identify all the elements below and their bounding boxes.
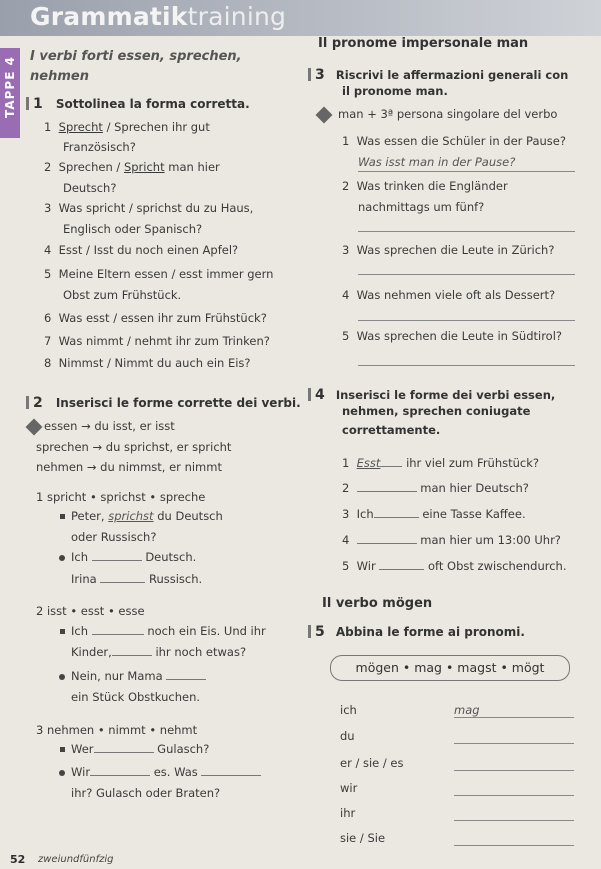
mogen-answer-ich: mag <box>454 703 480 717</box>
ex-marker-icon <box>308 388 311 401</box>
blank[interactable] <box>92 550 142 561</box>
answer-line[interactable] <box>358 320 575 321</box>
ex1-item-1: 1 Sprecht / Sprechen ihr gut <box>44 120 210 134</box>
answer-line[interactable] <box>454 717 574 718</box>
ex-marker-icon <box>308 625 311 638</box>
ex2-g2-b-line2: ein Stück Obstkuchen. <box>71 690 201 704</box>
bullet-square-icon <box>60 629 65 634</box>
ex1-header: 1 Sottolinea la forma corretta. <box>26 93 250 112</box>
ex3-item-1-answer: Was isst man in der Pause? <box>358 155 516 169</box>
answer-line[interactable] <box>454 770 574 771</box>
blank[interactable] <box>92 624 144 635</box>
pronoun-ihr: ihr <box>340 806 356 820</box>
ex-marker-icon <box>308 68 311 81</box>
ex2-g1-a-line2: oder Russisch? <box>71 530 157 544</box>
ex4-instruction-line3: correttamente. <box>342 423 441 437</box>
answer-line[interactable] <box>358 274 575 275</box>
blank[interactable] <box>379 559 424 570</box>
ex-marker-icon <box>26 396 29 409</box>
ex1-item-2: 2 Sprechen / Spricht man hier <box>44 160 220 174</box>
left-section-title-line2: nehmen <box>30 69 89 84</box>
ex3-item-2: 2 Was trinken die Engländer <box>342 179 508 193</box>
blank[interactable] <box>201 765 261 776</box>
ex2-header: 2 Inserisci le forme corrette dei verbi. <box>26 392 301 411</box>
ex3-item-3: 3 Was sprechen die Leute in Zürich? <box>342 243 555 257</box>
ex1-item-6: 6 Was esst / essen ihr zum Frühstück? <box>44 311 267 325</box>
bullet-square-icon <box>60 747 65 752</box>
ex3-header: 3 Riscrivi le affermazioni generali con <box>308 64 568 83</box>
blank[interactable] <box>100 572 145 583</box>
ex3-item-1: 1 Was essen die Schüler in der Pause? <box>342 134 566 148</box>
pronoun-wir: wir <box>340 781 358 795</box>
rule-diamond-icon <box>316 107 333 124</box>
ex3-instruction-line2: il pronome man. <box>342 84 448 98</box>
verb-forms-box: mögen • mag • magst • mögt <box>330 655 570 681</box>
ex4-item-2: 2 man hier Deutsch? <box>342 481 529 495</box>
ex1-item-3-line2: Englisch oder Spanisch? <box>63 222 203 236</box>
ex1-item-8: 8 Nimmst / Nimmt du auch ein Eis? <box>44 356 251 370</box>
left-section-title-line1: I verbi forti essen, sprechen, <box>30 49 242 64</box>
ex3-item-5: 5 Was sprechen die Leute in Südtirol? <box>342 329 563 343</box>
bullet-dot-icon <box>59 555 65 561</box>
ex3-item-4: 4 Was nehmen viele oft als Dessert? <box>342 288 556 302</box>
ex4-header: 4 Inserisci le forme dei verbi essen, <box>308 384 555 403</box>
ex2-g1-b: Ich Deutsch. <box>71 550 197 564</box>
page-number: 52 <box>10 853 26 866</box>
ex4-instruction-line2: nehmen, sprechen coniugate <box>342 404 531 418</box>
ex2-g1-a: Peter, sprichst du Deutsch <box>71 509 223 523</box>
bullet-dot-icon <box>59 770 65 776</box>
page-number-word: zweiundfünfzig <box>38 854 114 865</box>
pronoun-du: du <box>340 729 355 743</box>
ex2-g1-c: Irina Russisch. <box>71 572 203 586</box>
blank[interactable] <box>94 742 154 753</box>
ex2-group2-head: 2 isst • esst • esse <box>36 604 145 618</box>
ex2-g3-b-line2: ihr? Gulasch oder Braten? <box>71 786 221 800</box>
blank[interactable] <box>380 456 402 467</box>
ex1-item-1-line2: Französisch? <box>63 140 136 154</box>
bullet-square-icon <box>60 514 65 519</box>
ex3-item-2-line2: nachmittags um fünf? <box>358 200 485 214</box>
blank[interactable] <box>166 669 206 680</box>
ex1-item-4: 4 Esst / Isst du noch einen Apfel? <box>44 243 239 257</box>
ex2-rule-sprechen: sprechen → du sprichst, er spricht <box>36 440 232 454</box>
pronoun-ich: ich <box>340 703 357 717</box>
blank[interactable] <box>112 645 152 656</box>
side-tab-label: TAPPE 4 <box>3 56 17 118</box>
mogen-title: Il verbo mögen <box>322 596 433 611</box>
answer-line[interactable] <box>454 795 574 796</box>
ex2-g2-a: Ich noch ein Eis. Und ihr <box>71 624 266 638</box>
blank[interactable] <box>357 481 417 492</box>
ex2-rule-essen: essen → du isst, er isst <box>44 419 175 433</box>
pronoun-sie-Sie: sie / Sie <box>340 831 386 845</box>
ex1-item-3: 3 Was spricht / sprichst du zu Haus, <box>44 201 254 215</box>
ex2-g2-a2: Kinder, ihr noch etwas? <box>71 645 247 659</box>
ex5-header: 5 Abbina le forme ai pronomi. <box>308 621 525 640</box>
answer-line[interactable] <box>358 231 575 232</box>
ex2-group3-head: 3 nehmen • nimmt • nehmt <box>36 723 198 737</box>
ex-marker-icon <box>26 97 29 110</box>
page-title: Grammatiktraining <box>30 2 287 31</box>
ex1-item-5: 5 Meine Eltern essen / esst immer gern <box>44 267 274 281</box>
right-section-title: Il pronome impersonale man <box>318 36 529 51</box>
ex4-item-1: 1 Esst ihr viel zum Frühstück? <box>342 456 539 470</box>
rule-diamond-icon <box>26 419 43 436</box>
bullet-dot-icon <box>59 674 65 680</box>
answer-line[interactable] <box>454 743 574 744</box>
pronoun-er-sie-es: er / sie / es <box>340 756 404 770</box>
blank[interactable] <box>357 533 417 544</box>
ex2-g2-b: Nein, nur Mama <box>71 669 206 683</box>
ex2-rule-nehmen: nehmen → du nimmst, er nimmt <box>36 460 222 474</box>
ex1-item-7: 7 Was nimmt / nehmt ihr zum Trinken? <box>44 334 270 348</box>
ex1-item-5-line2: Obst zum Frühstück. <box>63 288 182 302</box>
answer-line[interactable] <box>358 171 575 172</box>
ex4-item-3: 3 Ich eine Tasse Kaffee. <box>342 507 526 521</box>
ex2-g3-a: Wer Gulasch? <box>71 742 210 756</box>
answer-line[interactable] <box>454 845 574 846</box>
ex4-item-5: 5 Wir oft Obst zwischendurch. <box>342 559 567 573</box>
ex1-item-2-line2: Deutsch? <box>63 181 117 195</box>
answer-line[interactable] <box>358 365 575 366</box>
ex2-group1-head: 1 spricht • sprichst • spreche <box>36 490 206 504</box>
answer-line[interactable] <box>454 820 574 821</box>
blank[interactable] <box>374 507 419 518</box>
ex2-g3-b: Wir es. Was <box>71 765 261 779</box>
ex3-rule: man + 3ª persona singolare del verbo <box>338 107 558 121</box>
blank[interactable] <box>90 765 150 776</box>
ex4-item-4: 4 man hier um 13:00 Uhr? <box>342 533 561 547</box>
